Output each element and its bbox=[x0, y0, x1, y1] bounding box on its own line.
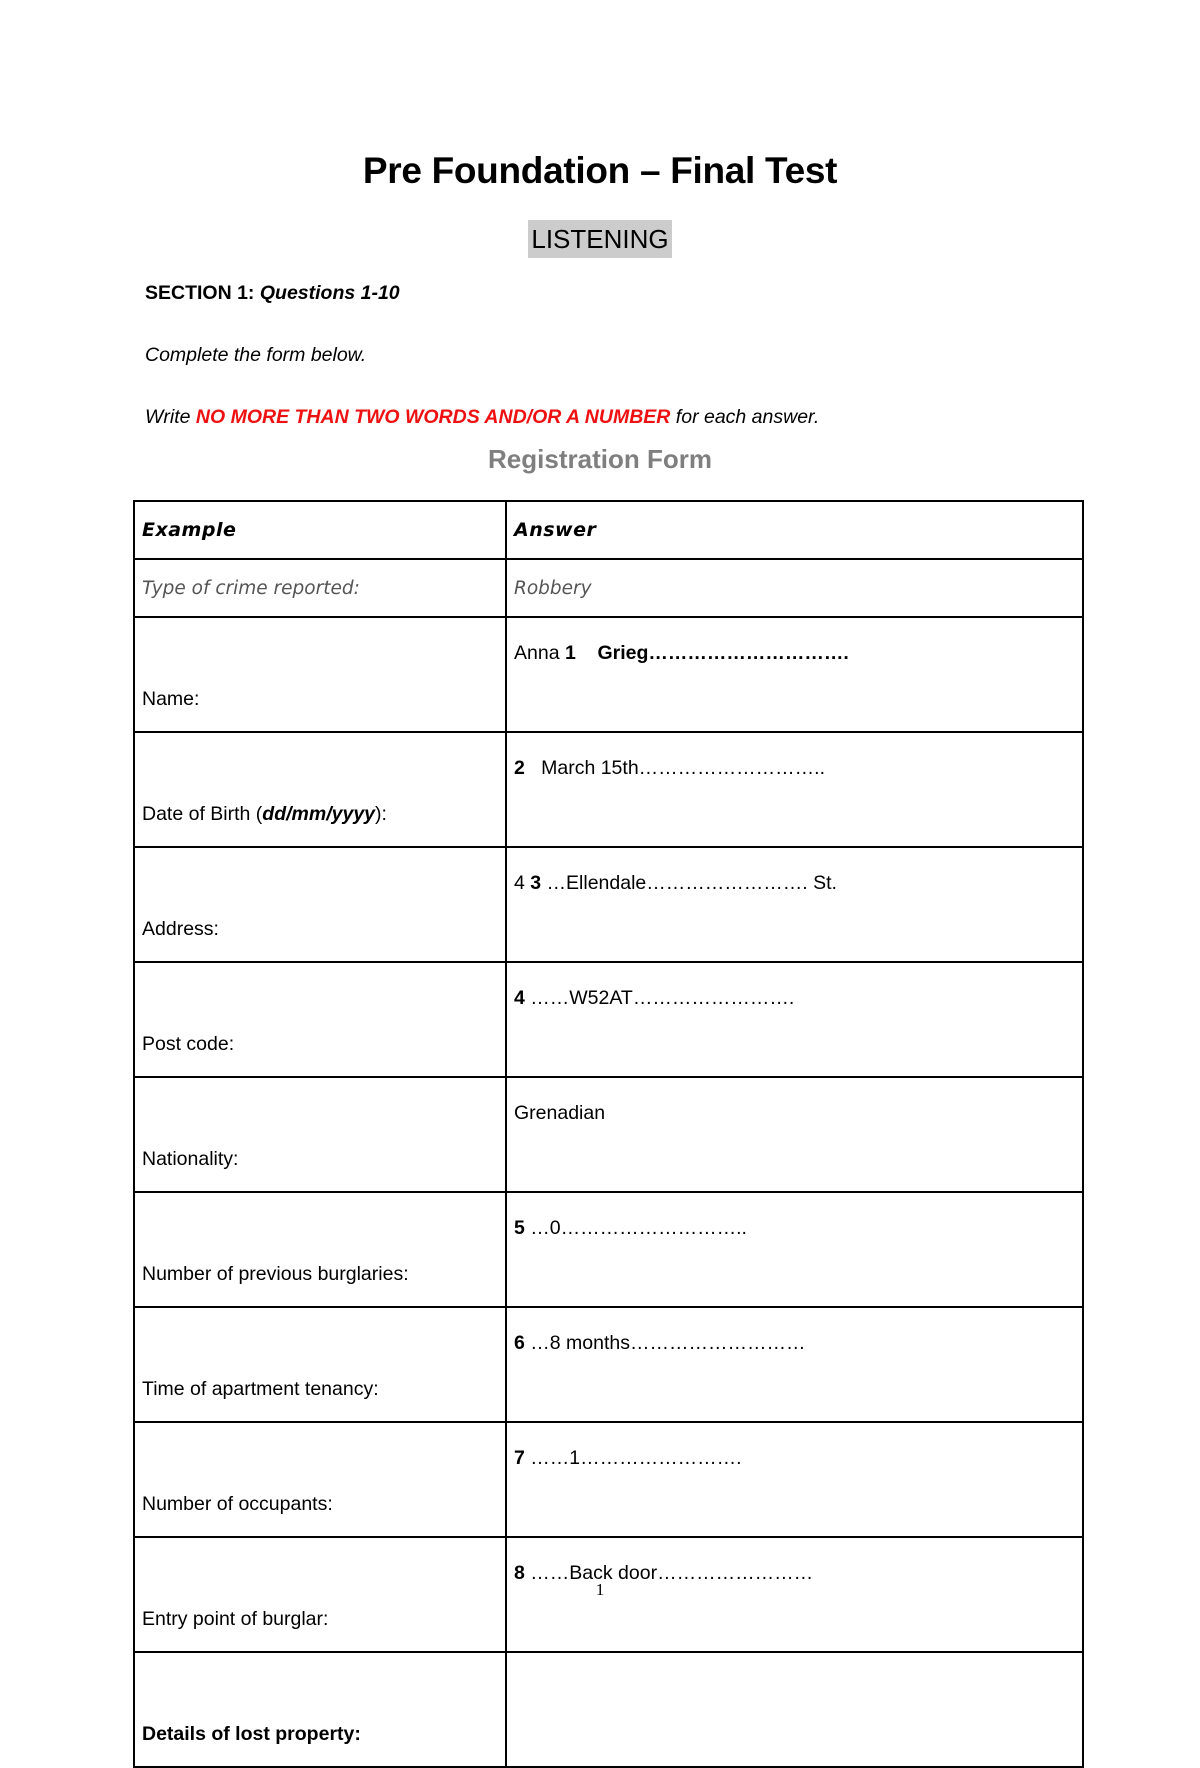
answer-text: Grieg…………………………. bbox=[575, 642, 849, 664]
table-row bbox=[134, 1192, 1083, 1307]
field-label bbox=[134, 1192, 506, 1307]
header-example: Example bbox=[134, 501, 506, 559]
field-answer bbox=[506, 1307, 1083, 1422]
field-answer bbox=[506, 962, 1083, 1077]
field-label-text: Number of previous burglaries: bbox=[142, 1263, 409, 1285]
table-row bbox=[134, 1652, 1083, 1767]
question-number: 4 bbox=[514, 987, 525, 1009]
field-answer bbox=[506, 617, 1083, 732]
table-row bbox=[134, 732, 1083, 847]
field-label bbox=[134, 1077, 506, 1192]
question-number: 3 bbox=[530, 872, 542, 894]
registration-form-table bbox=[133, 500, 1084, 1768]
table-row bbox=[134, 617, 1083, 732]
form-title: Registration Form bbox=[488, 444, 712, 474]
field-label bbox=[134, 617, 506, 732]
answer-text: ……Back door…………………… bbox=[524, 1562, 814, 1584]
field-label-text: Number of occupants: bbox=[142, 1493, 333, 1515]
field-label bbox=[134, 732, 506, 847]
instruction-suffix: for each answer. bbox=[670, 406, 820, 428]
field-answer bbox=[506, 1422, 1083, 1537]
field-label-text: Address: bbox=[142, 918, 219, 940]
answer-prefix: 4 bbox=[514, 872, 531, 894]
instruction-word-limit bbox=[145, 406, 819, 429]
field-label bbox=[134, 962, 506, 1077]
field-label bbox=[134, 1652, 506, 1767]
date-format-hint: dd/mm/yyyy bbox=[262, 803, 376, 825]
field-label bbox=[134, 1307, 506, 1422]
section-heading bbox=[145, 282, 400, 305]
example-answer: Robbery bbox=[506, 559, 1083, 617]
answer-text: …0……………………….. bbox=[524, 1217, 747, 1239]
answer-text: …8 months……………………… bbox=[524, 1332, 806, 1354]
instruction-complete-form: Complete the form below. bbox=[145, 344, 367, 366]
field-label bbox=[134, 1422, 506, 1537]
answer-text: …Ellendale……………………. St. bbox=[541, 872, 837, 894]
word-limit-emphasis: NO MORE THAN TWO WORDS AND/OR A NUMBER bbox=[195, 406, 671, 428]
section-label: SECTION 1: bbox=[145, 282, 260, 304]
field-label-text: Post code: bbox=[142, 1033, 235, 1055]
field-label-text: Time of apartment tenancy: bbox=[142, 1378, 379, 1400]
field-answer bbox=[506, 1652, 1083, 1767]
example-row bbox=[134, 559, 1083, 617]
page-title: Pre Foundation – Final Test bbox=[362, 150, 838, 191]
answer-text: March 15th……………………….. bbox=[524, 757, 825, 779]
instruction-prefix: Write bbox=[145, 406, 196, 428]
question-number: 8 bbox=[514, 1562, 525, 1584]
label-suffix: ): bbox=[375, 803, 387, 825]
field-answer bbox=[506, 847, 1083, 962]
field-label-text: Name: bbox=[142, 688, 200, 710]
table-row bbox=[134, 1307, 1083, 1422]
question-number: 7 bbox=[514, 1447, 525, 1469]
table-row bbox=[134, 1077, 1083, 1192]
page-number: 1 bbox=[595, 1580, 605, 1599]
header-answer: Answer bbox=[506, 501, 1083, 559]
field-label bbox=[134, 847, 506, 962]
question-number: 2 bbox=[514, 757, 525, 779]
question-number: 5 bbox=[514, 1217, 525, 1239]
subheading-container bbox=[0, 220, 1200, 258]
table-row bbox=[134, 847, 1083, 962]
example-label: Type of crime reported: bbox=[134, 559, 506, 617]
listening-heading: LISTENING bbox=[528, 220, 671, 258]
field-answer bbox=[506, 732, 1083, 847]
table-header-row bbox=[134, 501, 1083, 559]
answer-text: ……W52AT……………………. bbox=[524, 987, 795, 1009]
field-answer bbox=[506, 1192, 1083, 1307]
section-questions: Questions 1-10 bbox=[259, 282, 400, 304]
question-number: 1 bbox=[564, 642, 576, 664]
label-prefix: Date of Birth ( bbox=[142, 803, 263, 825]
field-label-text: Nationality: bbox=[142, 1148, 239, 1170]
field-label-text: Details of lost property: bbox=[142, 1723, 361, 1745]
answer-text: ……1……………………. bbox=[524, 1447, 742, 1469]
answer-prefix: Anna bbox=[514, 642, 565, 664]
answer-prefix: Grenadian bbox=[514, 1102, 606, 1124]
field-answer bbox=[506, 1077, 1083, 1192]
table-row bbox=[134, 962, 1083, 1077]
field-label-text: Entry point of burglar: bbox=[142, 1608, 329, 1630]
question-number: 6 bbox=[514, 1332, 525, 1354]
table-row bbox=[134, 1422, 1083, 1537]
